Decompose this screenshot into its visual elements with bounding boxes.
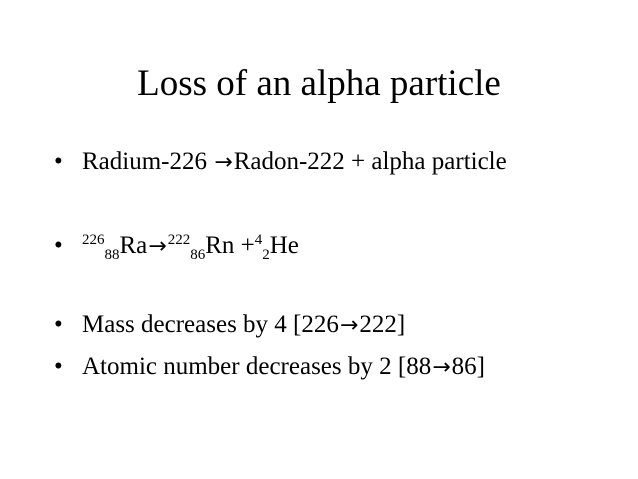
radium-mass-number: 226 [82,232,105,248]
bullet-text-suffix: 86] [451,353,485,380]
bullet-mass-decrease [54,310,405,341]
bullet-dot: • [54,311,63,338]
bullet-dot: • [54,353,63,380]
bullet-dot: • [54,148,63,175]
bullet-text-prefix: Atomic number decreases by 2 [88 [82,353,432,380]
radon-symbol: Rn + [205,232,255,259]
bullet-text-from: Radium-226 [82,148,214,175]
bullet-text-suffix: 222] [359,311,406,338]
right-arrow-icon: → [339,313,359,338]
right-arrow-icon: → [148,234,167,259]
radium-atomic-number: 88 [104,247,120,263]
radon-atomic-number: 86 [190,247,206,263]
right-arrow-icon: → [214,150,233,175]
slide-title: Loss of an alpha particle [137,63,501,104]
bullet-nuclear-equation [54,231,299,264]
radium-symbol: Ra [119,232,148,259]
bullet-atomic-number-decrease [54,352,485,383]
radon-mass-number: 222 [167,232,191,248]
bullet-text-to: Radon-222 + alpha particle [233,148,507,175]
bullet-dot: • [54,232,63,259]
bullet-radium-to-radon [54,147,507,178]
right-arrow-icon: → [432,355,451,380]
helium-atomic-number: 2 [262,247,270,263]
helium-symbol: He [269,232,299,259]
bullet-text-prefix: Mass decreases by 4 [226 [82,311,339,338]
helium-mass-number: 4 [254,232,263,248]
